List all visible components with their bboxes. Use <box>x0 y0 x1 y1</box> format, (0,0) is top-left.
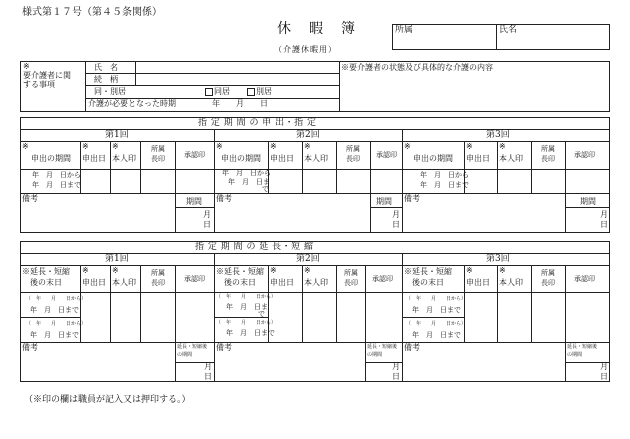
caregiver-label-2: する事項 <box>23 80 55 89</box>
s1g3-seal: 本人印 <box>499 154 523 163</box>
s1g1-mark2: ※ <box>82 142 89 151</box>
s2g3-to-2: 年 月 日まで <box>412 331 461 339</box>
s2g1-month: 月 <box>204 362 212 371</box>
s1g2-dept2: 長印 <box>346 155 360 163</box>
s2g1-dept2: 長印 <box>151 279 165 287</box>
s1g2-to: 年 月 日ま <box>228 178 270 186</box>
s2g1-from: （ 年 月 日から） <box>26 296 87 302</box>
s2g2-ext-term1: 延長・短縮後 <box>367 344 398 350</box>
s1g1-date: 申出日 <box>82 154 106 163</box>
s1g3-remarks: 備考 <box>404 194 420 203</box>
s2g2-dept1: 所属 <box>344 269 358 277</box>
s2g2-to: 年 月 日ま <box>226 303 268 311</box>
s1g2-mark: ※ <box>216 142 223 151</box>
s1g2-from: 年 月 日から <box>222 169 271 177</box>
s2g2-ext-term2: の期間 <box>367 352 383 358</box>
page-subtitle: （介護休暇用） <box>274 45 337 54</box>
s2g2-ext2: 後の末日 <box>224 278 256 287</box>
checkbox-icon <box>247 88 255 96</box>
s1g2-approve: 承認印 <box>376 151 397 159</box>
s2g1-day: 日 <box>204 372 212 381</box>
s2g1-from-2: （ 年 月 日から） <box>26 321 87 327</box>
s2g2-approve: 承認印 <box>372 275 393 283</box>
s2g3-from: （ 年 月 日から） <box>406 296 467 302</box>
checkbox-icon <box>205 88 213 96</box>
s2g2-to-tail: で <box>258 310 265 318</box>
s2g1-remarks: 備考 <box>22 343 38 352</box>
s2g2-ext1: ※延長・短縮 <box>216 267 264 276</box>
section2-title: 指 定 期 間 の 延 長・短 縮 <box>195 242 314 252</box>
section1-title: 指 定 期 間 の 申 出・指 定 <box>198 118 317 128</box>
s1g3-dept2: 長印 <box>541 155 555 163</box>
s2g1-date: 申出日 <box>82 278 106 287</box>
s2g2-mark3: ※ <box>304 266 311 275</box>
s2g3-date: 申出日 <box>466 278 490 287</box>
s2g3-month: 月 <box>600 362 608 371</box>
section2-round-2: 第2回 <box>296 254 320 264</box>
affiliation-label: 所属 <box>395 25 414 35</box>
care-start-label: 介護が必要となった時期 <box>88 99 176 108</box>
page-title: 休 暇 簿 <box>277 21 357 37</box>
s1g1-term: 期間 <box>186 197 202 206</box>
s2g3-ext2: 後の末日 <box>412 278 444 287</box>
section2-round-3: 第3回 <box>486 254 510 264</box>
s2g1-seal: 本人印 <box>112 278 136 287</box>
s2g1-approve: 承認印 <box>184 275 205 283</box>
s1g3-from: 年 月 日から <box>420 171 469 179</box>
s1g1-from: 年 月 日から <box>32 171 81 179</box>
caregiver-mark: ※ <box>23 62 30 71</box>
footnote: （※印の欄は職員が記入又は押印する。） <box>24 395 191 405</box>
s2g1-mark3: ※ <box>112 266 119 275</box>
s2g3-approve: 承認印 <box>574 275 595 283</box>
s1g2-dept1: 所属 <box>346 145 360 153</box>
s2g1-ext2: 後の末日 <box>30 278 62 287</box>
s1g2-term: 期間 <box>376 197 392 206</box>
s2g3-seal: 本人印 <box>499 278 523 287</box>
s1g3-period: 申出の期間 <box>413 154 453 163</box>
s1g1-mark: ※ <box>22 142 29 151</box>
s1g3-month: 月 <box>600 210 608 219</box>
s1g1-remarks: 備考 <box>22 194 38 203</box>
section1-round-2: 第2回 <box>296 130 320 140</box>
s1g2-remarks: 備考 <box>216 194 232 203</box>
s2g1-dept1: 所属 <box>151 269 165 277</box>
s1g2-date: 申出日 <box>270 154 294 163</box>
s2g1-mark2: ※ <box>82 266 89 275</box>
s2g3-day: 日 <box>600 372 608 381</box>
s2g3-ext1: ※延長・短縮 <box>404 267 452 276</box>
s2g1-to: 年 月 日まで <box>30 306 79 314</box>
s1g3-dept1: 所属 <box>541 145 555 153</box>
s2g2-seal: 本人印 <box>304 278 328 287</box>
s1g3-mark2: ※ <box>466 142 473 151</box>
s2g1-ext1: ※延長・短縮 <box>22 267 70 276</box>
care-start-value: 年 月 日 <box>212 99 268 108</box>
s1g1-day: 日 <box>203 220 211 229</box>
s1g2-period: 申出の期間 <box>221 154 261 163</box>
s2g3-mark2: ※ <box>466 266 473 275</box>
s1g2-month: 月 <box>392 210 400 219</box>
name-label: 氏名 <box>499 25 518 35</box>
s1g3-term: 期間 <box>580 197 596 206</box>
s2g2-month: 月 <box>392 362 400 371</box>
condition-label: ※要介護者の状態及び具体的な介護の内容 <box>341 63 493 72</box>
s2g3-mark3: ※ <box>499 266 506 275</box>
s2g2-remarks: 備考 <box>216 343 232 352</box>
s2g2-from-2: （ 年 月 日から） <box>216 320 277 326</box>
s2g3-ext-term1: 延長・短縮後 <box>567 344 598 350</box>
s1g1-dept2: 長印 <box>151 155 165 163</box>
s2g3-dept1: 所属 <box>541 269 555 277</box>
cohabit-label: 同・別居 <box>94 87 126 96</box>
s2g3-ext-term2: の期間 <box>567 352 583 358</box>
s2g1-ext-term2: の期間 <box>177 352 193 358</box>
caregiver-name-label: 氏 名 <box>94 63 118 72</box>
s1g1-to: 年 月 日まで <box>32 181 81 189</box>
s2g3-dept2: 長印 <box>541 279 555 287</box>
s2g1-ext-term1: 延長・短縮後 <box>177 344 208 350</box>
caregiver-label-1: 要介護者に関 <box>23 71 71 80</box>
s1g2-mark2: ※ <box>270 142 277 151</box>
s2g2-from: （ 年 月 日から） <box>216 294 277 300</box>
s1g3-mark3: ※ <box>499 142 506 151</box>
s1g2-day: 日 <box>392 220 400 229</box>
form-number: 様式第１７号（第４５条関係） <box>22 7 162 18</box>
s1g1-mark3: ※ <box>112 142 119 151</box>
s1g2-seal: 本人印 <box>304 154 328 163</box>
cohabit-option-same[interactable]: 同居 <box>205 88 230 96</box>
caregiver-relation-label: 続 柄 <box>94 75 118 84</box>
s1g3-date: 申出日 <box>466 154 490 163</box>
s1g2-mark3: ※ <box>304 142 311 151</box>
s2g2-date: 申出日 <box>270 278 294 287</box>
s1g3-day: 日 <box>600 220 608 229</box>
s2g3-remarks: 備考 <box>404 343 420 352</box>
s1g1-dept1: 所属 <box>151 145 165 153</box>
section2-round-1: 第1回 <box>105 254 129 264</box>
s1g3-to: 年 月 日まで <box>420 181 469 189</box>
s2g2-day: 日 <box>392 372 400 381</box>
cohabit-option-separate[interactable]: 別居 <box>247 88 272 96</box>
s2g3-from-2: （ 年 月 日から） <box>406 321 467 327</box>
s1g1-month: 月 <box>203 210 211 219</box>
s2g2-to-2: 年 月 日まで <box>226 329 275 337</box>
s1g1-seal: 本人印 <box>112 154 136 163</box>
s1g1-period: 申出の期間 <box>31 154 71 163</box>
section1-round-3: 第3回 <box>486 130 510 140</box>
s1g3-mark: ※ <box>404 142 411 151</box>
s1g3-approve: 承認印 <box>574 151 595 159</box>
s2g3-to: 年 月 日まで <box>412 306 461 314</box>
s1g2-to-tail: で <box>262 185 269 193</box>
section1-round-1: 第1回 <box>105 130 129 140</box>
s2g2-dept2: 長印 <box>344 279 358 287</box>
s2g2-mark2: ※ <box>270 266 277 275</box>
s2g1-to-2: 年 月 日まで <box>30 331 79 339</box>
s1g1-approve: 承認印 <box>184 151 205 159</box>
